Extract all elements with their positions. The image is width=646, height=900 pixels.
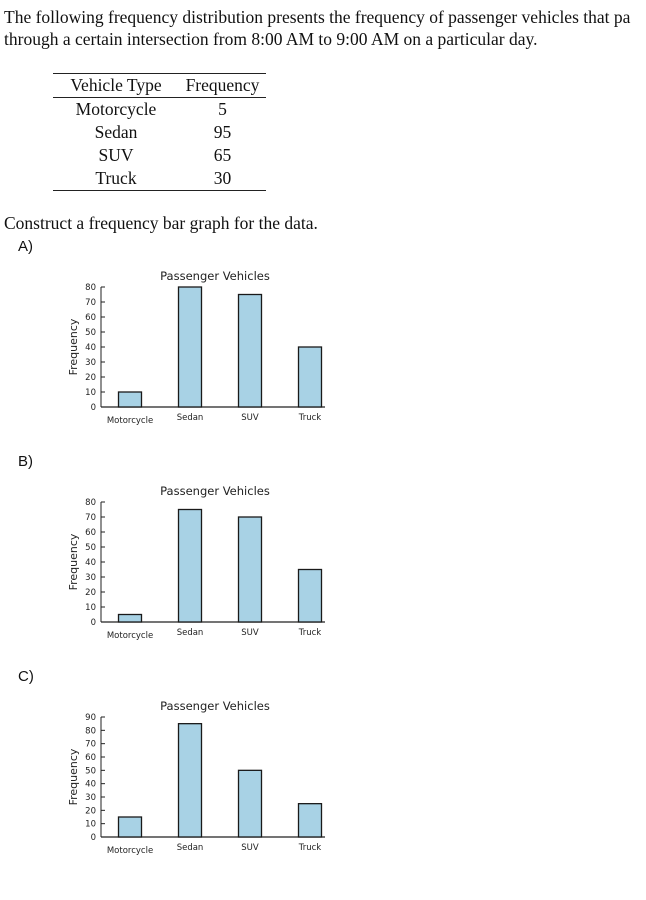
bar-suv — [239, 517, 262, 622]
table-row — [53, 144, 266, 167]
y-tick-label: 70 — [85, 513, 96, 523]
x-tick-label: Motorcycle — [106, 846, 154, 856]
option-b-chart[interactable] — [60, 477, 340, 652]
chart-title: Passenger Vehicles — [160, 484, 270, 498]
table-row — [53, 167, 266, 191]
y-tick-label: 20 — [85, 588, 96, 598]
y-tick-label: 50 — [85, 766, 96, 777]
bar-truck — [299, 570, 322, 623]
y-tick-label: 30 — [85, 793, 96, 803]
y-tick-label: 10 — [85, 388, 96, 398]
cell-vehicle-type: Sedan — [94, 122, 138, 142]
problem-line-1: The following frequency distribution presents the frequency of passenger vehicles that pa — [4, 7, 631, 27]
cell-frequency: 95 — [213, 122, 232, 142]
question-prompt: Construct a frequency bar graph for the data. — [4, 213, 318, 233]
column-header-frequency: Frequency — [185, 75, 260, 95]
bar-sedan — [179, 287, 202, 407]
y-tick-label: 80 — [85, 726, 96, 737]
y-tick-label: 90 — [85, 713, 96, 723]
problem-line-2: through a certain intersection from 8:00 AM to 9:00 AM on a particular day. — [4, 29, 538, 49]
y-tick-label: 30 — [85, 358, 96, 368]
y-tick-label: 40 — [85, 779, 96, 790]
bar-sedan — [179, 724, 202, 837]
y-tick-label: 80 — [85, 283, 96, 293]
cell-vehicle-type: SUV — [98, 145, 134, 165]
y-tick-label: 0 — [90, 403, 96, 413]
cell-frequency: 5 — [218, 99, 227, 119]
table-row — [53, 121, 266, 144]
x-tick-label: SUV — [241, 413, 259, 423]
y-tick-label: 20 — [85, 806, 96, 817]
x-tick-label: Truck — [298, 843, 322, 853]
option-a-label[interactable]: A) — [18, 238, 33, 255]
bar-motorcycle — [119, 615, 142, 623]
x-tick-label: Motorcycle — [106, 416, 154, 426]
cell-frequency: 65 — [213, 145, 232, 165]
y-tick-label: 40 — [85, 343, 96, 353]
option-a-chart[interactable] — [60, 262, 340, 437]
bar-motorcycle — [119, 392, 142, 407]
option-c-label[interactable]: C) — [18, 668, 34, 685]
bar-motorcycle — [119, 817, 142, 837]
y-axis-label: Frequency — [67, 533, 80, 591]
x-tick-label: Truck — [298, 413, 322, 423]
cell-vehicle-type: Truck — [95, 168, 137, 188]
bar-truck — [299, 347, 322, 407]
y-tick-label: 10 — [85, 603, 96, 613]
y-tick-label: 70 — [85, 739, 96, 750]
bar-suv — [239, 295, 262, 408]
y-tick-label: 60 — [85, 313, 96, 323]
y-axis-label: Frequency — [67, 748, 80, 806]
y-tick-label: 60 — [85, 528, 96, 538]
chart-title: Passenger Vehicles — [160, 269, 270, 283]
y-tick-label: 0 — [90, 833, 96, 843]
y-tick-label: 60 — [85, 753, 96, 763]
y-tick-label: 50 — [85, 328, 96, 338]
bar-truck — [299, 804, 322, 837]
option-b-label[interactable]: B) — [18, 453, 33, 470]
y-tick-label: 10 — [85, 819, 96, 830]
x-tick-label: Motorcycle — [106, 631, 154, 641]
y-axis-label: Frequency — [67, 318, 80, 376]
chart-title: Passenger Vehicles — [160, 699, 270, 713]
x-tick-label: SUV — [241, 843, 259, 853]
x-tick-label: Sedan — [176, 843, 204, 853]
y-tick-label: 50 — [85, 543, 96, 553]
x-tick-label: SUV — [241, 628, 259, 638]
table-row — [53, 98, 266, 122]
y-tick-label: 0 — [90, 618, 96, 628]
column-header-vehicle-type: Vehicle Type — [70, 75, 162, 95]
x-tick-label: Sedan — [176, 413, 204, 423]
cell-vehicle-type: Motorcycle — [75, 99, 157, 119]
x-tick-label: Truck — [298, 628, 322, 638]
table-header-row — [53, 74, 266, 98]
y-tick-label: 80 — [85, 498, 96, 508]
y-tick-label: 40 — [85, 558, 96, 568]
bar-sedan — [179, 510, 202, 623]
y-tick-label: 20 — [85, 373, 96, 383]
x-tick-label: Sedan — [176, 628, 204, 638]
y-tick-label: 30 — [85, 573, 96, 583]
cell-frequency: 30 — [213, 168, 232, 188]
problem-statement — [4, 6, 646, 50]
y-tick-label: 70 — [85, 298, 96, 308]
bar-suv — [239, 770, 262, 837]
frequency-table — [53, 73, 266, 191]
option-c-chart[interactable] — [60, 692, 340, 867]
